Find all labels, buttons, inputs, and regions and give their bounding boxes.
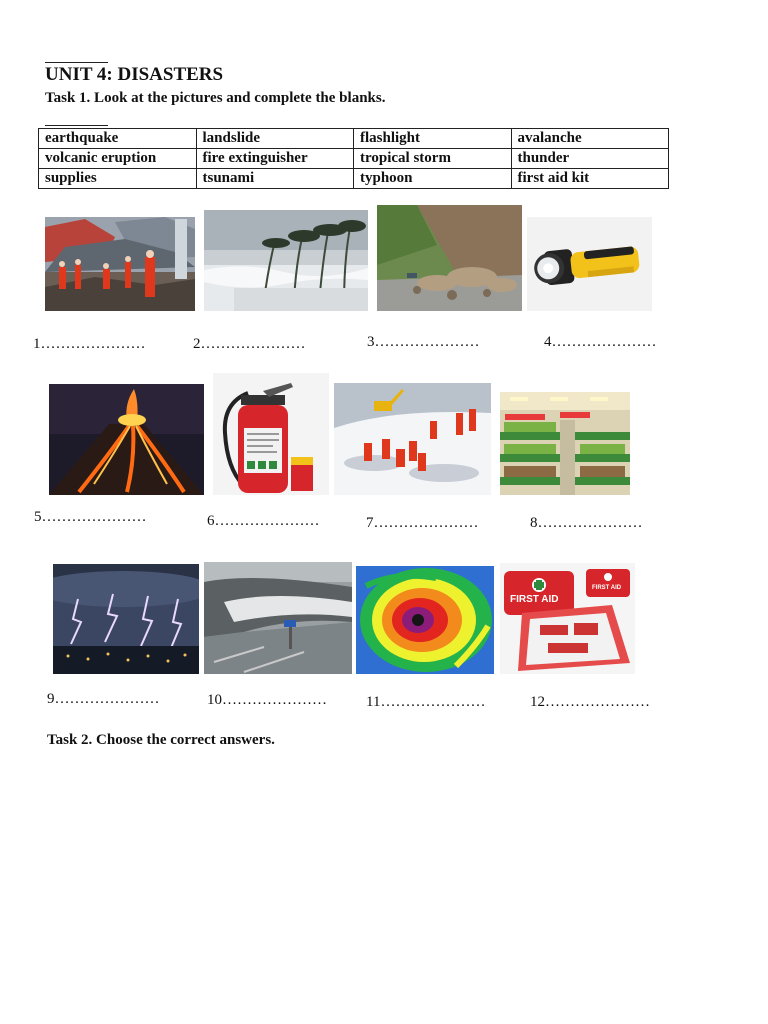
- thunder-picture: [53, 564, 199, 674]
- task1-instruction: Task 1. Look at the pictures and complete the blanks.: [45, 90, 386, 106]
- table-cell: flashlight: [354, 129, 512, 149]
- tropical-storm-picture: [204, 210, 368, 311]
- table-cell: thunder: [511, 149, 669, 169]
- blank-8[interactable]: 8…………………: [530, 515, 643, 531]
- table-cell: landslide: [196, 129, 354, 149]
- word-bank-table: [38, 128, 669, 189]
- flashlight-picture: [527, 217, 652, 311]
- typhoon-picture: [356, 566, 494, 674]
- task2-instruction: Task 2. Choose the correct answers.: [47, 732, 275, 748]
- table-row: [39, 169, 669, 189]
- blank-7[interactable]: 7…………………: [366, 515, 479, 531]
- first-aid-kit-picture: [500, 563, 635, 674]
- tsunami-picture: [204, 562, 352, 674]
- title-overline: [45, 62, 108, 63]
- blank-3[interactable]: 3…………………: [367, 334, 480, 350]
- landslide-picture: [377, 205, 522, 311]
- blank-9[interactable]: 9…………………: [47, 691, 160, 707]
- fire-extinguisher-picture: [213, 373, 329, 495]
- table-row: [39, 149, 669, 169]
- supplies-picture: [500, 392, 630, 495]
- blank-6[interactable]: 6…………………: [207, 513, 320, 529]
- page-title: UNIT 4: DISASTERS: [45, 64, 224, 85]
- table-cell: tropical storm: [354, 149, 512, 169]
- table-cell: typhoon: [354, 169, 512, 189]
- blank-12[interactable]: 12…………………: [530, 694, 650, 710]
- table-cell: earthquake: [39, 129, 197, 149]
- first-aid-label-small: FIRST AID: [592, 585, 622, 591]
- first-aid-label-large: FIRST AID: [510, 594, 559, 605]
- table-cell: fire extinguisher: [196, 149, 354, 169]
- volcanic-eruption-picture: [49, 384, 204, 495]
- blank-11[interactable]: 11…………………: [366, 694, 486, 710]
- table-cell: avalanche: [511, 129, 669, 149]
- avalanche-picture: [334, 383, 491, 495]
- table-cell: volcanic eruption: [39, 149, 197, 169]
- table-row: [39, 129, 669, 149]
- table-cell: first aid kit: [511, 169, 669, 189]
- table-cell: tsunami: [196, 169, 354, 189]
- table-overline: [45, 125, 108, 126]
- blank-4[interactable]: 4…………………: [544, 334, 657, 350]
- blank-2[interactable]: 2…………………: [193, 336, 306, 352]
- earthquake-picture: [45, 217, 195, 311]
- blank-5[interactable]: 5…………………: [34, 509, 147, 525]
- blank-10[interactable]: 10…………………: [207, 692, 327, 708]
- table-cell: supplies: [39, 169, 197, 189]
- blank-1[interactable]: 1…………………: [33, 336, 146, 352]
